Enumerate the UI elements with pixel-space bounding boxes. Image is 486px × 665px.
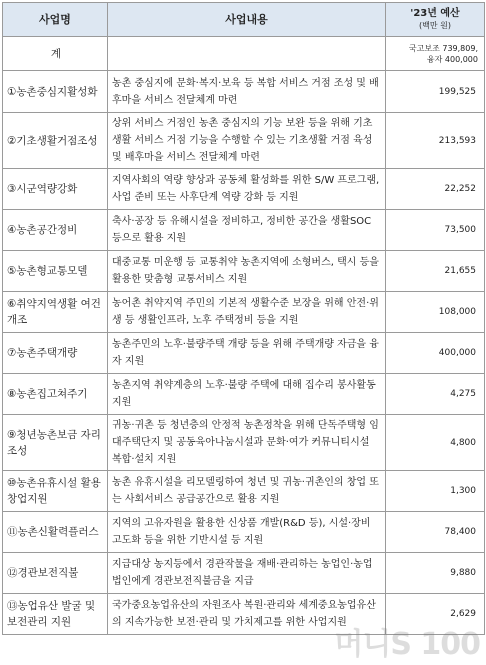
total-budget-loan: 융자 400,000 (426, 54, 478, 64)
project-budget: 213,593 (386, 113, 485, 169)
project-content: 지역사회의 역량 향상과 공동체 활성화를 위한 S/W 프로그램, 사업 준비 또는 사후단계 역량 강화 등 지원 (108, 169, 386, 210)
project-content: 농촌 유휴시설을 리모델링하여 청년 및 귀농·귀촌인의 창업 또는 사회서비스 공급공간으로 활용 지원 (108, 471, 386, 512)
table-header-row (3, 3, 485, 37)
table-row (3, 251, 485, 292)
table-row (3, 113, 485, 169)
project-content: 축사·공장 등 유해시설을 정비하고, 정비한 공간을 생활SOC 등으로 활용 지원 (108, 210, 386, 251)
total-content (108, 37, 386, 71)
table-row (3, 292, 485, 333)
total-budget-subsidy: 국고보조 739,809, (408, 43, 478, 53)
table-row (3, 169, 485, 210)
table-row (3, 415, 485, 471)
project-content: 농촌주민의 노후·불량주택 개량 등을 위해 주택개량 자금을 융자 지원 (108, 333, 386, 374)
project-name: ④농촌공간정비 (3, 210, 108, 251)
total-budget (386, 37, 485, 71)
header-budget (386, 3, 485, 37)
project-name: ⑨청년농촌보금 자리조성 (3, 415, 108, 471)
table-row (3, 71, 485, 113)
project-name: ⑫경관보전직불 (3, 553, 108, 594)
project-content: 국가중요농업유산의 자원조사 복원·관리와 세계중요농업유산의 지속가능한 보전·관리 및 가치제고를 위한 사업지원 (108, 594, 386, 635)
project-content: 농어촌 취약지역 주민의 기본적 생활수준 보장을 위해 안전·위생 등 생활인프라, 노후 주택정비 등을 지원 (108, 292, 386, 333)
total-row (3, 37, 485, 71)
project-content: 귀농·귀촌 등 청년층의 안정적 농촌정착을 위해 단독주택형 임대주택단지 및 공동육아나눔시설과 문화·여가 커뮤니티시설 복합·설치 지원 (108, 415, 386, 471)
project-budget: 9,880 (386, 553, 485, 594)
header-budget-unit: (백만 원) (419, 20, 451, 30)
project-name: ⑥취약지역생활 여건개조 (3, 292, 108, 333)
header-project-content: 사업내용 (108, 3, 386, 37)
header-project-name: 사업명 (3, 3, 108, 37)
project-budget: 73,500 (386, 210, 485, 251)
project-content: 지역의 고유자원을 활용한 신상품 개발(R&D 등), 시설·장비 고도화 등을 위한 기반시설 등 지원 (108, 512, 386, 553)
watermark-logo: 머니S 100 (334, 627, 480, 662)
header-budget-label: '23년 예산 (410, 7, 460, 19)
project-content: 대중교통 미운행 등 교통취약 농촌지역에 소형버스, 택시 등을 활용한 맞춤형 교통서비스 지원 (108, 251, 386, 292)
table-row (3, 210, 485, 251)
project-name: ⑧농촌집고쳐주기 (3, 374, 108, 415)
project-name: ⑪농촌신활력플러스 (3, 512, 108, 553)
project-content: 농촌 중심지에 문화·복지·보육 등 복합 서비스 거점 조성 및 배후마을 서비스 전달체계 마련 (108, 71, 386, 113)
project-budget: 2,629 (386, 594, 485, 635)
project-budget: 4,800 (386, 415, 485, 471)
table-row (3, 374, 485, 415)
project-budget: 22,252 (386, 169, 485, 210)
project-budget: 21,655 (386, 251, 485, 292)
project-content: 상위 서비스 거점인 농촌 중심지의 기능 보완 등을 위해 기초생활 서비스 거점 기능을 수행할 수 있는 기초생활 거점 육성 및 배후마을 서비스 전달체계 마련 (108, 113, 386, 169)
project-budget: 199,525 (386, 71, 485, 113)
table-row (3, 333, 485, 374)
project-content: 농촌지역 취약계층의 노후·불량 주택에 대해 집수리 봉사활동 지원 (108, 374, 386, 415)
project-name: ⑤농촌형교통모델 (3, 251, 108, 292)
project-name: ⑦농촌주택개량 (3, 333, 108, 374)
project-name: ⑩농촌유휴시설 활용창업지원 (3, 471, 108, 512)
table-row (3, 471, 485, 512)
project-name: ⑬농업유산 발굴 및 보전관리 지원 (3, 594, 108, 635)
table-row (3, 512, 485, 553)
table-row (3, 553, 485, 594)
project-name: ③시군역량강화 (3, 169, 108, 210)
project-budget: 78,400 (386, 512, 485, 553)
project-name: ②기초생활거점조성 (3, 113, 108, 169)
project-name: ①농촌중심지활성화 (3, 71, 108, 113)
project-budget: 1,300 (386, 471, 485, 512)
project-content: 지급대상 농지등에서 경관작물을 재배·관리하는 농업인·농업법인에게 경관보전직불금을 지급 (108, 553, 386, 594)
project-budget: 108,000 (386, 292, 485, 333)
total-label: 계 (3, 37, 108, 71)
project-budget: 4,275 (386, 374, 485, 415)
project-budget: 400,000 (386, 333, 485, 374)
budget-table (2, 2, 485, 635)
